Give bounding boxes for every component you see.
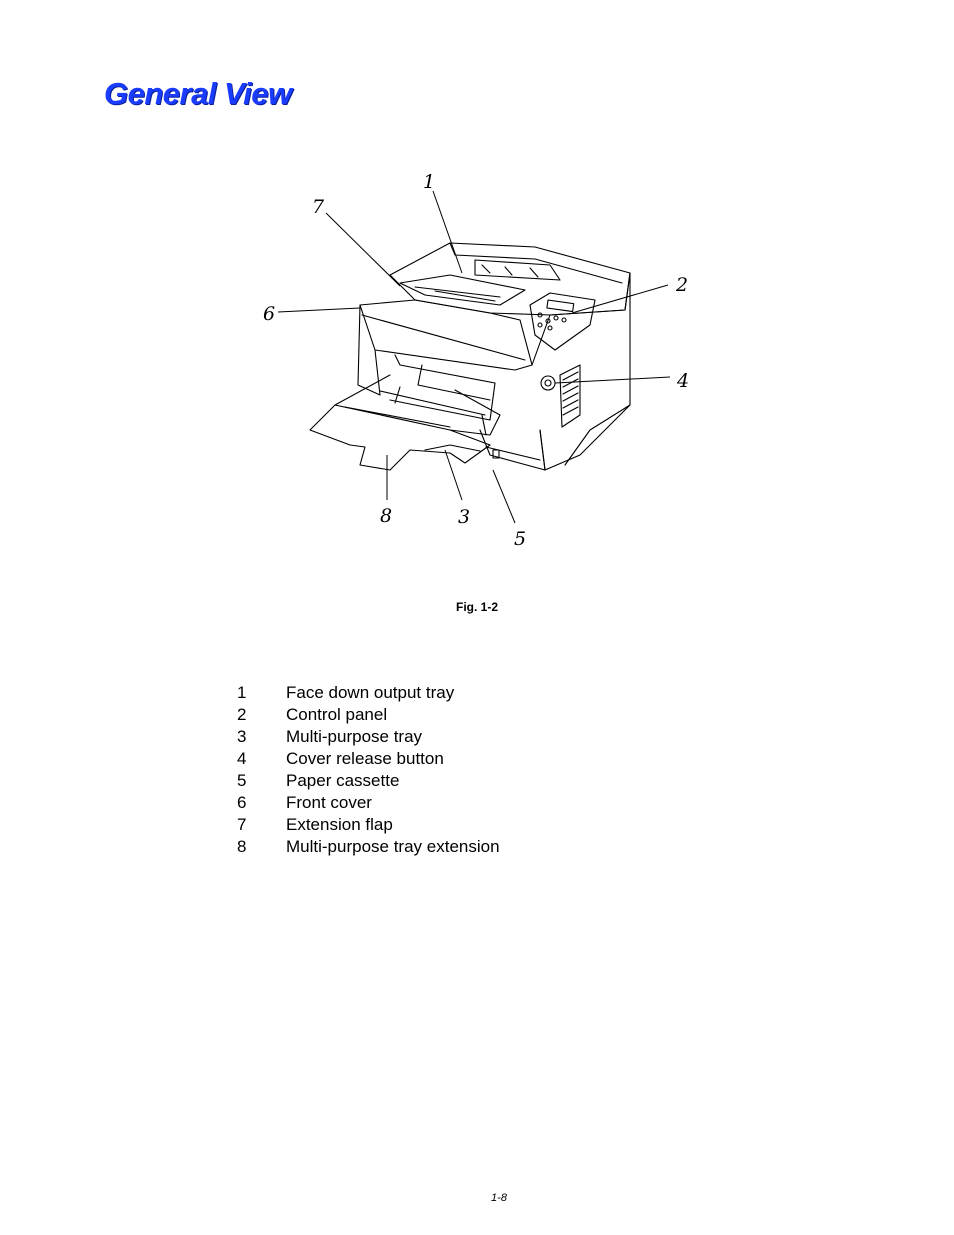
part-label: Control panel [286,705,388,724]
part-number: 1 [237,683,247,702]
parts-list-item [237,770,500,792]
callout-8: 8 [380,505,393,527]
callout-5: 5 [514,528,527,550]
part-label: Face down output tray [286,683,455,702]
front-cover [360,300,532,370]
parts-list-item [237,704,500,726]
leader-line-1 [433,191,462,273]
parts-list-item [237,748,500,770]
leader-line-3 [445,450,462,500]
parts-list-item [237,792,500,814]
part-number: 4 [237,749,247,768]
leader-line-6 [278,308,360,312]
part-label: Multi-purpose tray extension [286,837,500,856]
part-label: Front cover [286,793,372,812]
printer-top-back [450,243,622,283]
parts-list-item [237,836,500,858]
part-label: Multi-purpose tray [286,727,423,746]
part-label: Paper cassette [286,771,400,790]
parts-list-item [237,682,500,704]
printer-drawing [250,165,710,560]
leader-line-7 [326,213,400,286]
printer-side [532,273,630,470]
printer-illustration [250,165,710,560]
page-title: General View [104,76,292,111]
part-number: 3 [237,727,247,746]
parts-list [237,682,500,858]
part-label: Extension flap [286,815,393,834]
page-number: 1-8 [491,1192,507,1204]
part-number: 5 [237,771,247,790]
part-number: 8 [237,837,247,856]
part-number: 7 [237,815,247,834]
vent-grille [560,365,580,427]
parts-list-item [237,726,500,748]
callout-2: 2 [676,274,689,296]
leader-line-4 [555,377,670,383]
callout-6: 6 [263,303,276,325]
callout-4: 4 [677,370,690,392]
part-label: Cover release button [286,749,444,768]
callout-1: 1 [423,171,436,193]
cover-release-button [541,376,555,390]
parts-list-item [237,814,500,836]
part-number: 2 [237,705,247,724]
figure-caption: Fig. 1-2 [455,600,498,614]
callout-3: 3 [458,506,471,528]
leader-line-5 [493,470,515,523]
callout-7: 7 [312,196,325,218]
paper-cassette [480,430,545,470]
part-number: 6 [237,793,247,812]
